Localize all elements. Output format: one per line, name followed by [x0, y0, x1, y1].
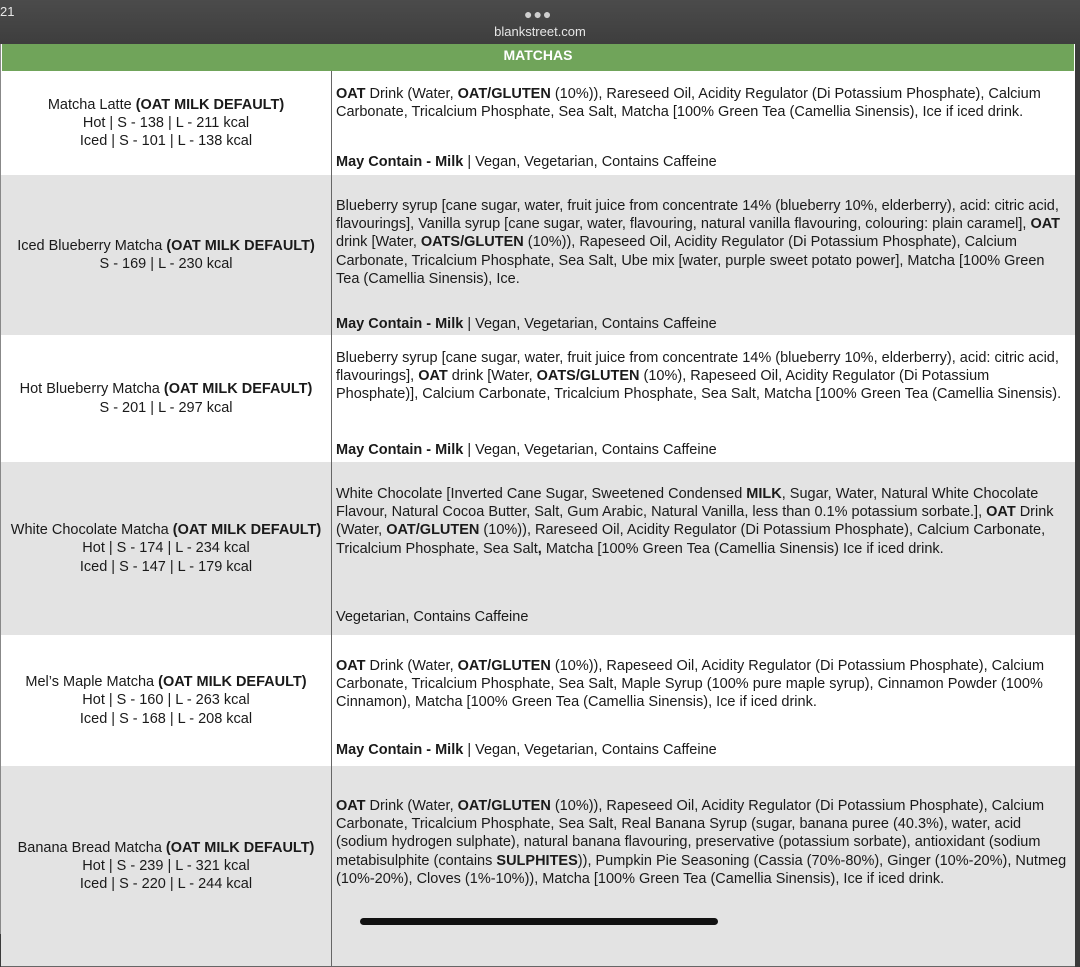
more-options-icon[interactable]: ●●● — [524, 6, 553, 22]
calorie-line: Iced | S - 168 | L - 208 kcal — [79, 710, 253, 727]
dietary-info — [336, 741, 717, 759]
allergen-highlight: OATS/GLUTEN — [420, 234, 524, 251]
ingredient-segment: Drink (Water, — [365, 658, 458, 674]
default-milk-note: (OAT MILK DEFAULT) — [158, 674, 307, 691]
calorie-line: S - 169 | L - 230 kcal — [99, 256, 233, 272]
allergen-highlight: OAT — [336, 86, 366, 102]
ingredient-segment: (10%)), Rapeseed Oil, Acidity Regulator (Di Potassium Phosphate), Calcium Carbonate, Tricalcium Phosphate, Sea Salt, Ube mix [water, purple sweet potato power], Matcha [100% Green Tea (Camellia Sinensis), Ice. — [336, 234, 1045, 287]
home-indicator[interactable] — [360, 918, 718, 925]
calorie-line: Iced | S - 101 | L - 138 kcal — [79, 133, 253, 150]
ingredient-segment: (10%)), Rapeseed Oil, Acidity Regulator (Di Potassium Phosphate), Calcium Carbonate, Tricalcium Phosphate, Sea Salt, Real Banana Syrup (sugar, banana puree (40.3%), water, acid (sodium hydrogen sulphate), natural banana flavouring, preservative (potassium sorbate), antioxidant (sodium metabisulphite (contains — [336, 798, 1045, 869]
ingredient-segment: )), Pumpkin Pie Seasoning (Cassia (70%-80%), Ginger (10%-20%), Nutmeg (10%-20%), Cloves (1%-10%)), Matcha [100% Green Tea (Camellia Sinensis), Ice if iced drink. — [336, 852, 1067, 887]
allergen-highlight: OAT — [986, 504, 1016, 521]
ingredient-segment: Blueberry syrup [cane sugar, water, fruit juice from concentrate 14% (blueberry 10%, elderberry), acid: citric acid, flavourings], — [336, 350, 1059, 385]
dietary-info — [336, 315, 717, 333]
table-row — [1, 462, 1075, 636]
drink-name-cell — [1, 462, 332, 635]
may-contain-label: May Contain - Milk — [336, 154, 464, 170]
ingredient-segment: drink [Water, — [336, 234, 421, 251]
ingredient-segment: Matcha [100% Green Tea (Camellia Sinensis) Ice if iced drink. — [541, 540, 944, 557]
allergen-highlight: OAT/GLUTEN — [457, 658, 551, 674]
dietary-info — [336, 153, 717, 171]
dietary-tags: | Vegan, Vegetarian, Contains Caffeine — [463, 742, 717, 758]
dietary-info — [336, 441, 717, 459]
drink-name: Matcha Latte — [47, 96, 136, 113]
address-bar-url[interactable]: blankstreet.com — [494, 24, 586, 39]
ingredient-segment: Drink (Water, — [336, 504, 1054, 539]
allergen-highlight: , — [537, 540, 542, 557]
ingredients-text — [336, 349, 1067, 404]
nutrition-table — [0, 44, 1075, 934]
calorie-line: Iced | S - 147 | L - 179 kcal — [79, 558, 253, 575]
dietary-info — [336, 608, 528, 626]
ingredient-segment: Drink (Water, — [365, 86, 458, 102]
ingredient-segment: (10%)), Rapeseed Oil, Acidity Regulator (Di Potassium Phosphate), Calcium Carbonate, Tricalcium Phosphate, Sea Salt, Maple Syrup (100% pure maple syrup), Cinnamon Powder (100% Cinnamon), Matcha [100% Green Tea (Camellia Sinensis), Ice if iced drink. — [336, 658, 1045, 711]
default-milk-note: (OAT MILK DEFAULT) — [163, 381, 313, 398]
calorie-line: Hot | S - 239 | L - 321 kcal — [82, 857, 250, 874]
allergen-highlight: OAT/GLUTEN — [386, 522, 480, 539]
drink-name-cell — [1, 335, 332, 462]
table-row — [1, 71, 1075, 176]
default-milk-note: (OAT MILK DEFAULT) — [135, 96, 285, 113]
calorie-line: Hot | S - 160 | L - 263 kcal — [82, 692, 250, 709]
may-contain-label: May Contain - Milk — [336, 316, 464, 332]
drink-name: White Chocolate Matcha — [10, 522, 173, 539]
may-contain-label: May Contain - Milk — [336, 442, 464, 458]
dietary-tags: | Vegan, Vegetarian, Contains Caffeine — [463, 316, 717, 332]
ingredients-text — [336, 85, 1067, 121]
ingredients-text — [336, 485, 1067, 558]
allergen-highlight: OAT — [336, 658, 366, 674]
calorie-line: Hot | S - 138 | L - 211 kcal — [82, 114, 250, 131]
default-milk-note: (OAT MILK DEFAULT) — [165, 839, 315, 856]
default-milk-note: (OAT MILK DEFAULT) — [166, 237, 315, 254]
drink-name-cell — [1, 175, 332, 335]
ingredient-segment: drink [Water, — [447, 368, 537, 385]
table-row — [1, 635, 1075, 767]
drink-name-cell — [1, 71, 332, 175]
allergen-highlight: OAT/GLUTEN — [457, 798, 551, 814]
calorie-line: S - 201 | L - 297 kcal — [99, 399, 233, 416]
ingredient-segment: (10%)), Rareseed Oil, Acidity Regulator (Di Potassium Phosphate), Calcium Carbonate, Tricalcium Phosphate, Sea Salt — [336, 522, 1046, 557]
table-row — [1, 175, 1075, 336]
ingredient-segment: White Chocolate [Inverted Cane Sugar, Sweetened Condensed — [336, 486, 747, 502]
dietary-tags: | Vegan, Vegetarian, Contains Caffeine — [463, 154, 717, 170]
ingredient-segment: Drink (Water, — [365, 798, 458, 814]
allergen-highlight: MILK — [746, 486, 782, 502]
table-row — [1, 335, 1075, 463]
ingredient-segment: , Sugar, Water, Natural White Chocolate Flavour, Natural Cocoa Butter, Salt, Gum Arabic, Natural Vanilla, less than 0.1% potassium sorbate.], — [336, 486, 1039, 521]
drink-name: Hot Blueberry Matcha — [19, 381, 164, 398]
calorie-line: Iced | S - 220 | L - 244 kcal — [79, 876, 253, 893]
ingredient-segment: Blueberry syrup [cane sugar, water, fruit juice from concentrate 14% (blueberry 10%, elderberry), acid: citric acid, flavourings], Vanilla syrup [cane sugar, water, flavouring, natural vanilla flavouring, colouring: plain caramel], — [336, 198, 1059, 233]
allergen-highlight: OAT — [418, 368, 448, 385]
drink-name: Mel’s Maple Matcha — [25, 674, 159, 691]
allergen-highlight: SULPHITES — [496, 852, 578, 869]
ingredients-text — [336, 657, 1067, 712]
allergen-highlight: OAT — [1030, 216, 1061, 233]
may-contain-label: May Contain - Milk — [336, 742, 464, 758]
ingredients-text — [336, 797, 1067, 888]
ingredient-segment: (10%)), Rareseed Oil, Acidity Regulator (Di Potassium Phosphate), Calcium Carbonate, Tricalcium Phosphate, Sea Salt, Matcha [100% Green Tea (Camellia Sinensis), Ice if iced drink. — [336, 86, 1041, 121]
table-row — [1, 766, 1075, 967]
allergen-highlight: OAT/GLUTEN — [457, 86, 551, 102]
calorie-line: Hot | S - 174 | L - 234 kcal — [82, 540, 250, 557]
allergen-highlight: OAT — [336, 798, 366, 814]
ingredients-text — [336, 197, 1067, 288]
drink-name: Iced Blueberry Matcha — [17, 237, 167, 254]
drink-name-cell — [1, 766, 332, 966]
allergen-highlight: OATS/GLUTEN — [536, 368, 640, 385]
default-milk-note: (OAT MILK DEFAULT) — [172, 522, 322, 539]
browser-top-bar — [0, 0, 1080, 50]
ingredient-segment: (10%), Rapeseed Oil, Acidity Regulator (Di Potassium Phosphate)], Calcium Carbonate, Tricalcium Phosphate, Sea Salt, Matcha [100% Green Tea (Camellia Sinensis). — [336, 368, 1062, 403]
dietary-tags: Vegetarian, Contains Caffeine — [336, 609, 529, 625]
section-header: MATCHAS — [2, 44, 1074, 71]
status-clock: 21 — [0, 4, 15, 19]
dietary-tags: | Vegan, Vegetarian, Contains Caffeine — [463, 442, 717, 458]
drink-name-cell — [1, 635, 332, 766]
drink-name: Banana Bread Matcha — [17, 839, 166, 856]
